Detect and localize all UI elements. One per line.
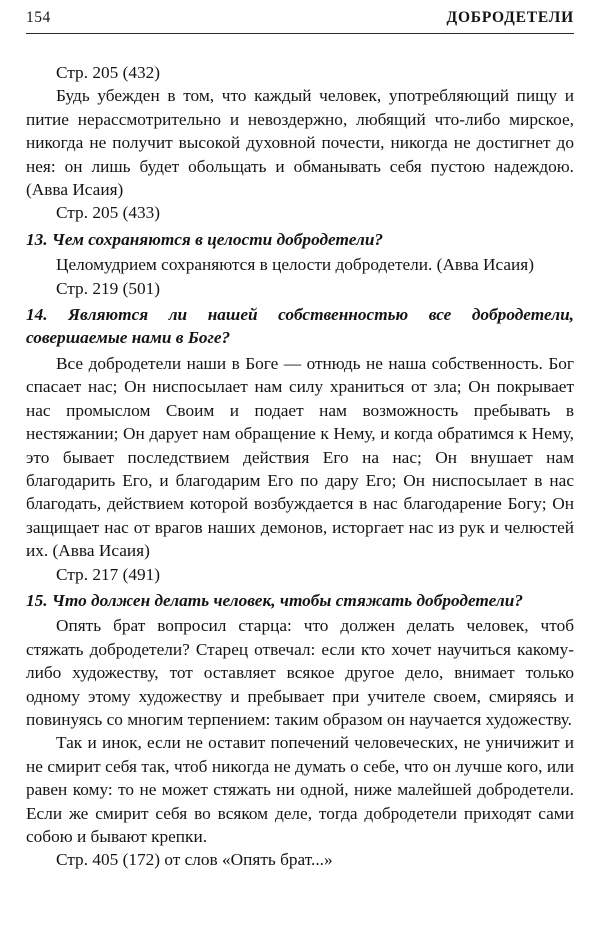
page-body [26, 61, 574, 872]
source-reference: Стр. 405 (172) от слов «Опять брат...» [56, 850, 333, 870]
body-paragraph: Так и инок, если не оставит попечений человеческих, не уничижит и не смирит себя так, чтоб никогда не думать о себе, что он лучше кого, или равен кому: то не может стяжать ни одной, ниже малейшей добродетели. Если же смирит себя во всяком деле, тогда добродетели приходят сами собою и бывают крепки. [26, 733, 574, 846]
question-heading: 14. Являются ли нашей собственностью все добродетели, совершаемые нами в Боге? [26, 305, 574, 348]
body-paragraph: Опять брат вопросил старца: что должен делать человек, чтоб стяжать добродетели? Старец отвечал: если кто хочет научиться какому-либо художеству, тот оставляет всякое другое дело, внимает только одному этому художеству и пребывает при учителе своем, смиряясь и повинуясь со многим терпением: таким образом он научается художеству. [26, 616, 574, 729]
body-paragraph: Все добродетели наши в Боге — отнюдь не наша собственность. Бог спасает нас; Он ниспосылает нам силу храниться от зла; Он покрывает нас промыслом Своим и подает нам возможность пребывать в нестяжании; Он дарует нам обращение к Нему, и когда обратимся к Нему, это бывает последствием действия Его на нас; Он внушает нам благодарить Его, и благодарим Его по дару Его; Он ниспосылает в нас благодать, действием которой возбуждается в нас благодарение Богу; Он защищает нас от врагов наших демонов, исторгает нас из рук и челюстей их. (Авва Исаия) [26, 353, 574, 561]
question-heading: 13. Чем сохраняются в целости добродетели? [26, 229, 384, 249]
page-number: 154 [26, 9, 51, 26]
source-reference: Стр. 205 (433) [56, 203, 161, 223]
body-paragraph: Целомудрием сохраняются в целости добродетели. (Авва Исаия) [56, 255, 534, 275]
page-header [26, 8, 574, 34]
body-paragraph: Будь убежден в том, что каждый человек, употребляющий пищу и питие нерассмотрительно и невоздержно, любящий что-либо мирское, никогда не получит высокой духовной почести, никогда не достигнет до нея: он лишь будет обольщать и обманывать себя пустою надеждою. (Авва Исаия) [26, 86, 574, 200]
source-reference: Стр. 219 (501) [56, 278, 161, 298]
running-title: ДОБРОДЕТЕЛИ [446, 9, 574, 26]
source-reference: Стр. 205 (432) [56, 63, 161, 82]
question-heading: 15. Что должен делать человек, чтобы стяжать добродетели? [26, 590, 523, 610]
source-reference: Стр. 217 (491) [56, 564, 161, 584]
